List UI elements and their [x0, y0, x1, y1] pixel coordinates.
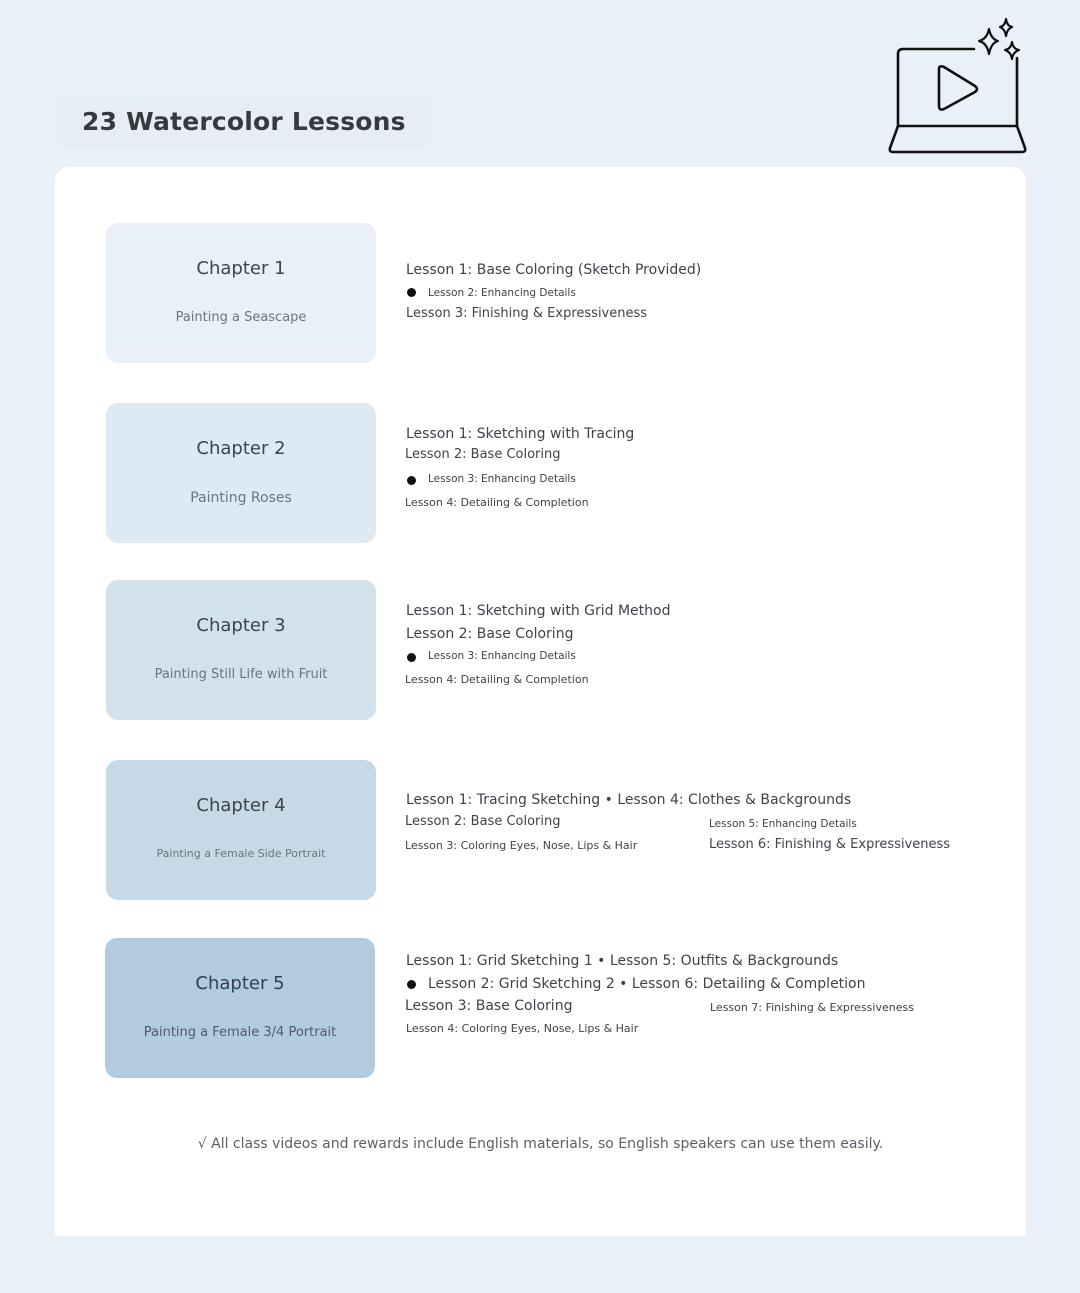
chapter-subtitle: Painting a Seascape [175, 310, 307, 325]
lesson-item: Lesson 1: Sketching with Tracing [406, 426, 635, 442]
chapter-title: Chapter 3 [196, 615, 286, 636]
lessons-panel [55, 167, 1026, 1236]
chapter-card-3[interactable] [106, 580, 376, 720]
chapter-subtitle: Painting Roses [190, 490, 292, 506]
chapter-title: Chapter 2 [196, 438, 286, 459]
lesson-item: Lesson 1: Grid Sketching 1 • Lesson 5: Outfits & Backgrounds [406, 953, 839, 969]
chapter-card-5[interactable] [105, 938, 375, 1078]
lesson-item: Lesson 6: Finishing & Expressiveness [709, 837, 951, 852]
bullet-icon [407, 980, 416, 989]
lesson-item: Lesson 2: Grid Sketching 2 • Lesson 6: Detailing & Completion [428, 976, 866, 992]
lesson-item: Lesson 2: Base Coloring [406, 626, 574, 642]
lesson-item: Lesson 1: Base Coloring (Sketch Provided) [406, 262, 702, 278]
lesson-item: Lesson 5: Enhancing Details [709, 818, 857, 830]
chapter-subtitle: Painting a Female Side Portrait [156, 847, 326, 860]
chapter-card-4[interactable] [106, 760, 376, 900]
lesson-item: Lesson 2: Base Coloring [405, 814, 561, 829]
lesson-item: Lesson 2: Enhancing Details [428, 287, 576, 299]
title-box [62, 97, 426, 147]
bullet-icon [407, 288, 416, 297]
lesson-item: Lesson 2: Base Coloring [405, 447, 561, 462]
chapter-subtitle: Painting a Female 3/4 Portrait [143, 1025, 337, 1040]
lesson-item: Lesson 1: Sketching with Grid Method [406, 603, 671, 619]
bullet-icon [407, 476, 416, 485]
page-title: 23 Watercolor Lessons [82, 107, 406, 136]
lesson-item: Lesson 3: Enhancing Details [428, 650, 576, 662]
lesson-item: Lesson 1: Tracing Sketching • Lesson 4: Clothes & Backgrounds [406, 792, 852, 808]
lesson-item: Lesson 3: Enhancing Details [428, 473, 576, 485]
chapter-title: Chapter 5 [195, 973, 285, 994]
chapter-title: Chapter 1 [196, 258, 286, 279]
lesson-item: Lesson 4: Detailing & Completion [405, 496, 589, 509]
lesson-item: Lesson 3: Coloring Eyes, Nose, Lips & Hair [405, 839, 638, 852]
laptop-play-sparkle-icon [886, 16, 1030, 158]
lesson-item: Lesson 7: Finishing & Expressiveness [710, 1001, 914, 1014]
lesson-item: Lesson 3: Finishing & Expressiveness [406, 306, 648, 321]
chapter-card-1[interactable] [106, 223, 376, 363]
lesson-item: Lesson 3: Base Coloring [405, 998, 573, 1014]
bullet-icon [407, 653, 416, 662]
chapter-title: Chapter 4 [196, 795, 286, 816]
chapter-subtitle: Painting Still Life with Fruit [154, 667, 328, 682]
footer-note: √ All class videos and rewards include English materials, so English speakers can use them easily. [197, 1136, 884, 1152]
chapter-card-2[interactable] [106, 403, 376, 543]
lesson-item: Lesson 4: Detailing & Completion [405, 673, 589, 686]
lesson-item: Lesson 4: Coloring Eyes, Nose, Lips & Hair [406, 1022, 639, 1035]
